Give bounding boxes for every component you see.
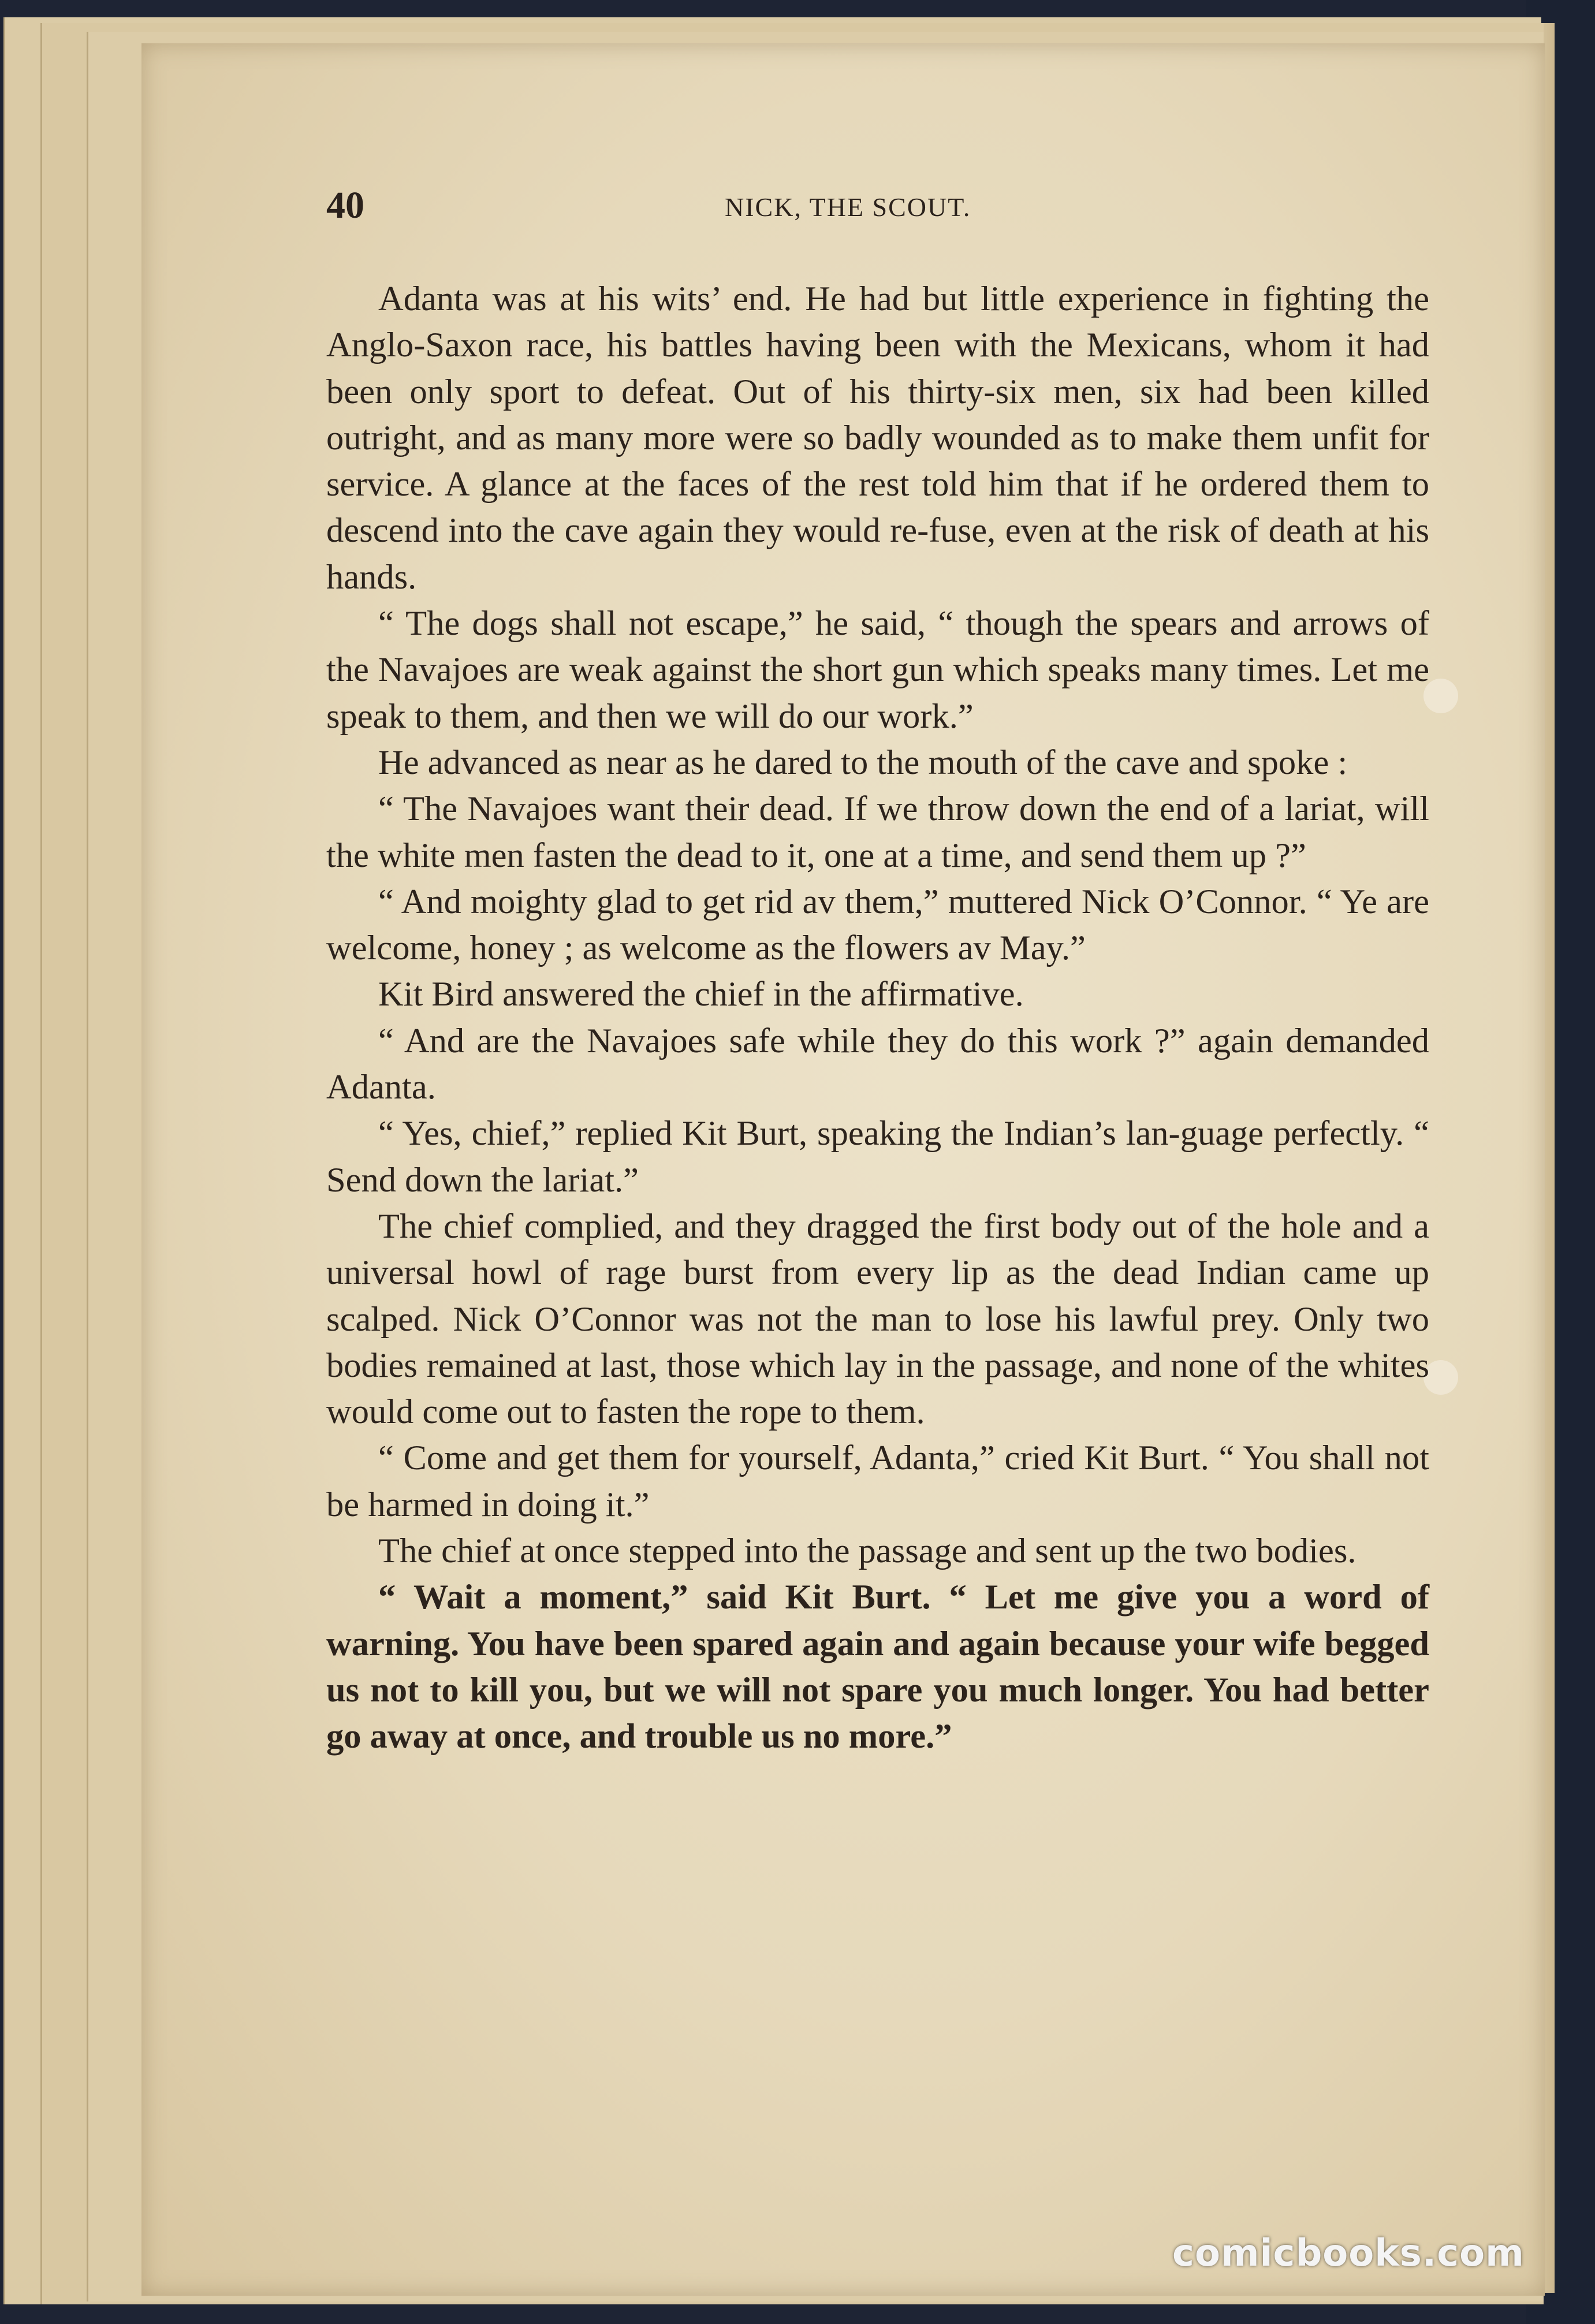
- paragraph: “ Yes, chief,” replied Kit Burt, speaking the Indian’s lan-guage perfectly. “ Send down the lariat.”: [326, 1114, 1429, 1200]
- site-watermark: comicbooks.com: [1172, 2232, 1525, 2275]
- paragraph: “ The dogs shall not escape,” he said, “ though the spears and arrows of the Navajoes are weak against the short gun which speaks many times. Let me speak to them, and then we will do our work.”: [326, 604, 1429, 736]
- paragraph: “ Wait a moment,” said Kit Burt. “ Let me give you a word of warning. You have been spared again and again because your wife begged us not to kill you, but we will not spare you much longer. You had better go away at once, and trouble us no more.”: [326, 1578, 1429, 1756]
- paragraph: “ The Navajoes want their dead. If we throw down the end of a lariat, will the white men fasten the dead to it, one at a time, and send them up ?”: [326, 789, 1429, 875]
- body-text: [326, 276, 1429, 1760]
- paragraph: Adanta was at his wits’ end. He had but little experience in fighting the Anglo-Saxon race, his battles having been with the Mexicans, whom it had been only sport to defeat. Out of his thirty-six men, six had been killed outright, and as many more were so badly wounded as to make them unfit for service. A glance at the faces of the rest told him that if he ordered them to descend into the cave again they would re-fuse, even at the risk of death at his hands.: [326, 280, 1429, 597]
- paragraph: “ And moighty glad to get rid av them,” muttered Nick O’Connor. “ Ye are welcome, honey ; as welcome as the flowers av May.”: [326, 882, 1429, 968]
- paragraph: “ And are the Navajoes safe while they do this work ?” again demanded Adanta.: [326, 1021, 1429, 1107]
- paragraph: Kit Bird answered the chief in the affirmative.: [378, 975, 1024, 1014]
- paragraph: The chief at once stepped into the passage and sent up the two bodies.: [378, 1532, 1357, 1571]
- paragraph: The chief complied, and they dragged the first body out of the hole and a universal howl of rage burst from every lip as the dead Indian came up scalped. Nick O’Connor was not the man to lose his lawful prey. Only two bodies remained at last, those which lay in the passage, and none of the whites would come out to fasten the rope to them.: [326, 1206, 1429, 1432]
- paragraph: He advanced as near as he dared to the mouth of the cave and spoke :: [378, 743, 1348, 782]
- running-head: [326, 184, 1423, 230]
- running-title: NICK, THE SCOUT.: [725, 192, 971, 222]
- paragraph: “ Come and get them for yourself, Adanta,” cried Kit Burt. “ You shall not be harmed in doing it.”: [326, 1439, 1429, 1524]
- page-number: 40: [326, 184, 364, 226]
